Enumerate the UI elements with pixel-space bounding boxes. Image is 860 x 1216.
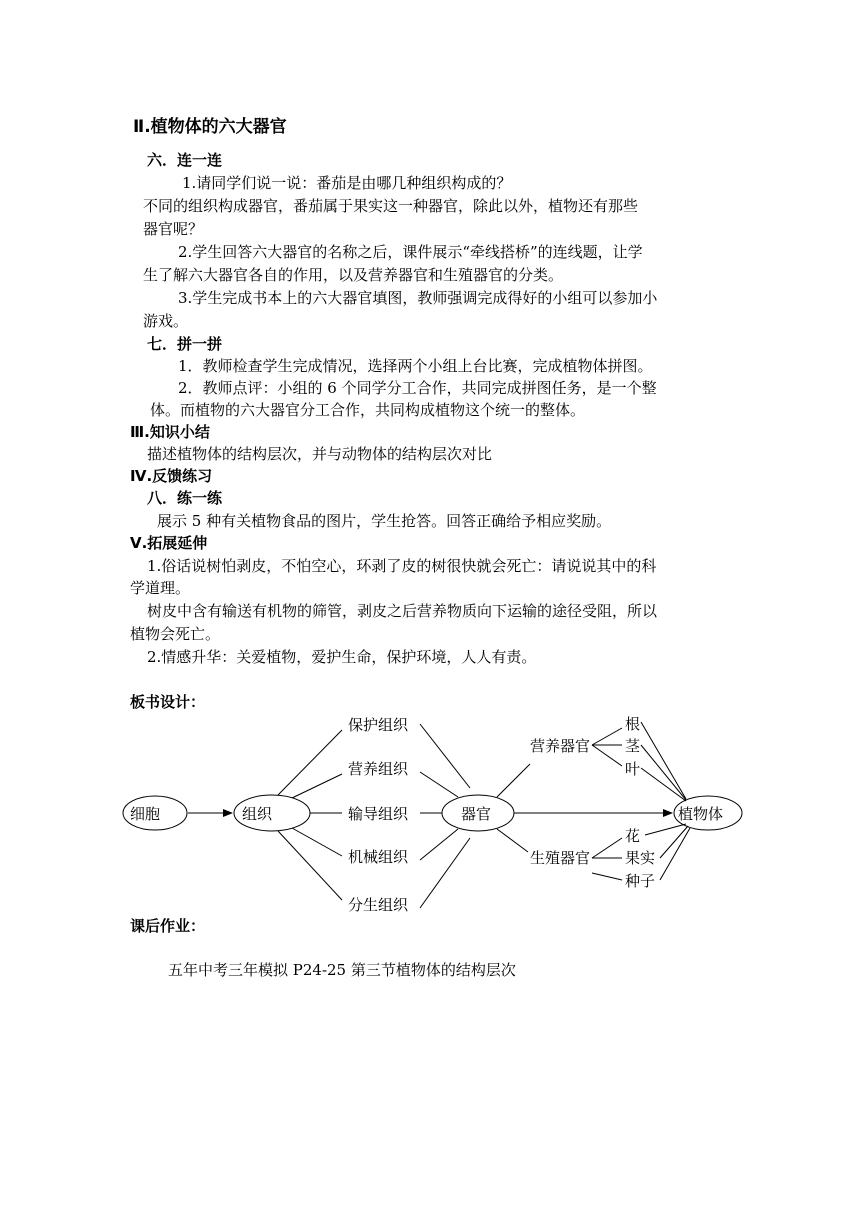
nutritive-part-1: 根	[625, 715, 641, 733]
line-organ-1	[420, 724, 470, 788]
line-tissue-2	[292, 774, 342, 798]
part6-item1-line3: 器官呢？	[143, 220, 204, 238]
line-tissue-4	[292, 828, 342, 856]
homework-text: 五年中考三年模拟 P24-25 第三节植物体的结构层次	[168, 961, 516, 979]
tissue-type-2: 营养组织	[348, 760, 409, 778]
line-plant-5	[660, 826, 688, 858]
line-reproductive-3	[592, 873, 622, 880]
line-nutritive-1	[592, 728, 622, 745]
part6-item2-line1: 2.学生回答六大器官的名称之后，课件展示“牵线搭桥”的连线题，让学	[178, 243, 643, 261]
section-iii-text: 描述植物体的结构层次，并与动物体的结构层次对比	[147, 445, 493, 463]
line-tissue-1	[278, 730, 342, 795]
section-v-item2: 2.情感升华：关爱植物，爱护生命，保护环境，人人有责。	[147, 648, 537, 666]
line-plant-4	[645, 824, 686, 835]
part6-item1-line2: 不同的组织构成器官，番茄属于果实这一种器官，除此以外，植物还有那些	[143, 197, 639, 215]
nutritive-organ-label: 营养器官	[530, 737, 591, 755]
board-heading: 板书设计：	[130, 693, 206, 711]
reproductive-part-3: 种子	[625, 872, 656, 890]
tissue-type-3: 输导组织	[348, 805, 409, 823]
reproductive-part-1: 花	[625, 827, 641, 845]
part6-heading: 六．连一连	[147, 151, 223, 169]
tissue-type-4: 机械组织	[348, 848, 409, 866]
part8-text: 展示 5 种有关植物食品的图片，学生抢答。回答正确给予相应奖励。	[157, 512, 612, 530]
tissue-type-5: 分生组织	[348, 896, 409, 914]
line-organ-reproductive	[497, 829, 528, 852]
part7-item2-line2: 体。而植物的六大器官分工合作，共同构成植物这个统一的整体。	[150, 401, 586, 419]
tissue-type-1: 保护组织	[348, 716, 409, 734]
line-organ-2	[420, 772, 458, 797]
part7-heading: 七．拼一拼	[147, 335, 223, 353]
part6-item3-line1: 3.学生完成书本上的六大器官填图，教师强调完成得好的小组可以参加小	[178, 289, 658, 307]
cell-label: 细胞	[130, 805, 161, 823]
section-v-item1-line1: 1.俗话说树怕剥皮，不怕空心，环剥了皮的树很快就会死亡：请说说其中的科	[147, 557, 657, 575]
line-organ-4	[420, 829, 458, 860]
line-organ-5	[420, 838, 470, 908]
reproductive-part-2: 果实	[625, 849, 656, 867]
part6-item3-line2: 游戏。	[143, 312, 189, 330]
section-v-title: Ⅴ.拓展延伸	[130, 534, 208, 552]
section-ii-title: Ⅱ.植物体的六大器官	[133, 117, 287, 137]
organ-label: 器官	[461, 805, 492, 823]
line-reproductive-1	[592, 838, 622, 858]
nutritive-part-3: 叶	[625, 760, 641, 778]
part6-item1-line1: 1.请同学们说一说：番茄是由哪几种组织构成的？	[182, 174, 512, 192]
tissue-label: 组织	[242, 805, 273, 823]
part7-item1: 1．教师检查学生完成情况，选择两个小组上台比赛，完成植物体拼图。	[178, 357, 653, 375]
section-v-item1-line2: 学道理。	[130, 579, 191, 597]
line-plant-6	[660, 828, 690, 880]
part8-heading: 八．练一练	[147, 489, 223, 507]
nutritive-part-2: 茎	[625, 737, 641, 755]
section-iv-title: Ⅳ.反馈练习	[130, 467, 213, 485]
line-nutritive-3	[592, 745, 622, 766]
reproductive-organ-label: 生殖器官	[530, 849, 591, 867]
section-v-answer-line2: 植物会死亡。	[130, 625, 221, 643]
part7-item2-line1: 2．教师点评：小组的 6 个同学分工合作，共同完成拼图任务，是一个整	[178, 379, 657, 397]
section-iii-title: Ⅲ.知识小结	[130, 423, 210, 441]
homework-heading: 课后作业：	[130, 917, 206, 935]
plant-label: 植物体	[678, 805, 724, 823]
line-plant-1	[641, 722, 686, 799]
line-organ-nutritive	[497, 764, 530, 797]
section-v-answer-line1: 树皮中含有输送有机物的筛管，剥皮之后营养物质向下运输的途径受阻，所以	[147, 602, 658, 620]
line-tissue-5	[278, 831, 342, 900]
part6-item2-line2: 生了解六大器官各自的作用，以及营养器官和生殖器官的分类。	[143, 266, 564, 284]
